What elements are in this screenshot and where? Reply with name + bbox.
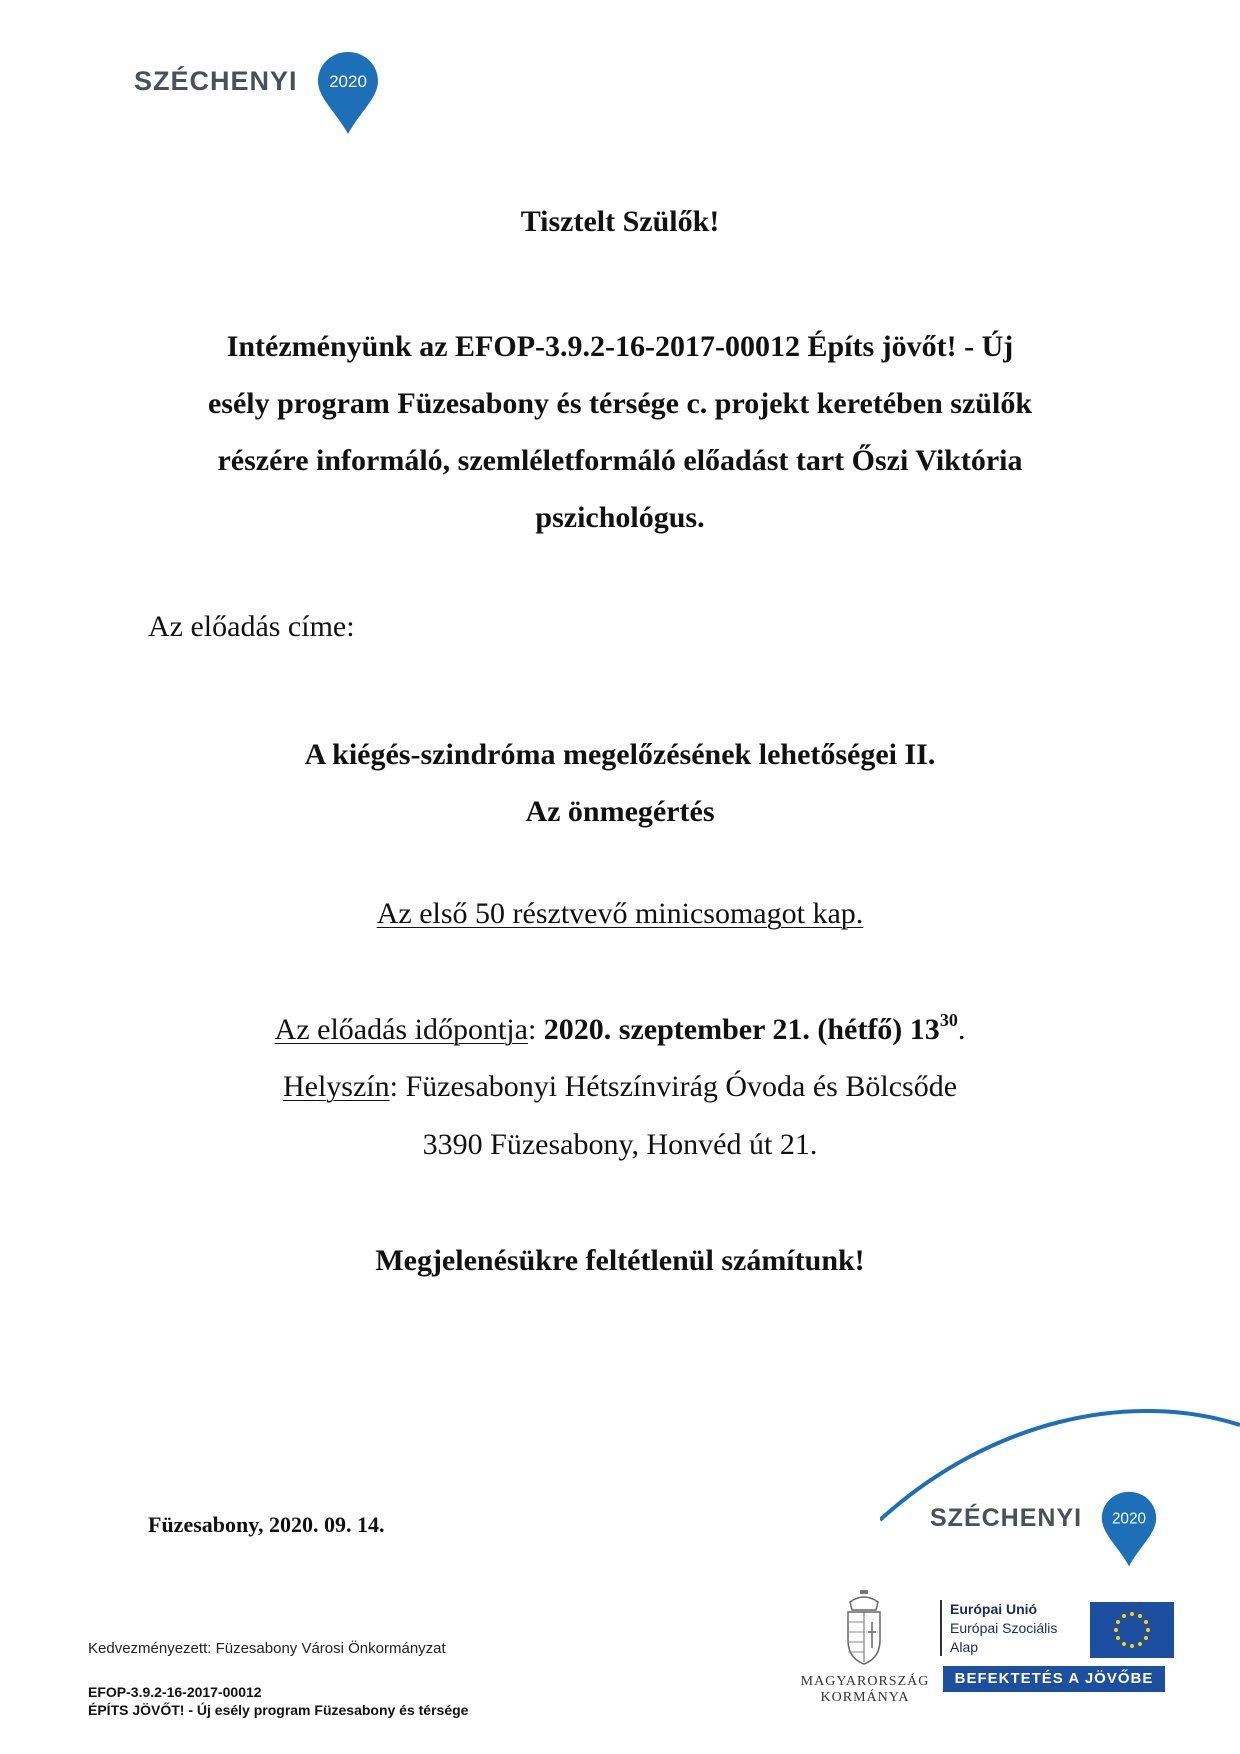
szechenyi-logo-top: [134, 50, 394, 140]
invest-banner: BEFEKTETÉS A JÖVŐBE: [943, 1666, 1165, 1692]
eu-line-alap: Alap: [950, 1639, 979, 1655]
intro-line: esély program Füzesabony és térsége c. projekt keretében szülők: [207, 387, 1033, 420]
map-pin-icon: [316, 50, 380, 136]
map-pin-icon: [1100, 1490, 1158, 1568]
lecture-title: [0, 726, 1240, 840]
venue-label: Helyszín: [282, 1070, 390, 1103]
place-date: Füzesabony, 2020. 09. 14.: [148, 1512, 385, 1537]
eu-line-union: Európai Unió: [950, 1601, 1038, 1617]
gift-note: Az első 50 résztvevő minicsomagot kap.: [376, 897, 864, 930]
eu-label: [950, 1600, 1057, 1657]
project-name: ÉPÍTS JÖVŐT! - Új esély program Füzesabony és térsége: [88, 1702, 469, 1718]
lecture-subtitle-line: Az önmegértés: [525, 795, 715, 828]
eu-divider: [940, 1600, 942, 1656]
lecture-title-label: Az előadás címe:: [148, 610, 355, 643]
schedule-end: .: [957, 1013, 966, 1046]
government-line: KORMÁNYA: [820, 1690, 910, 1705]
logo-year-text: 2020: [1111, 1510, 1147, 1528]
logo-brand-text: SZÉCHENYI: [930, 1504, 1083, 1532]
closing-line: Megjelenésükre feltétlenül számítunk!: [375, 1244, 865, 1277]
venue-address: 3390 Füzesabony, Honvéd út 21.: [422, 1128, 818, 1161]
government-label: [800, 1674, 930, 1706]
schedule-minutes: 30: [939, 1010, 958, 1030]
venue-name: : Füzesabonyi Hétszínvirág Óvoda és Bölcsőde: [389, 1070, 958, 1103]
logo-year-text: 2020: [329, 72, 367, 91]
logo-brand-text: SZÉCHENYI: [134, 66, 298, 96]
coat-of-arms-icon: [840, 1588, 888, 1666]
eu-flag-icon: [1090, 1602, 1174, 1658]
venue-line: [0, 1070, 1240, 1104]
project-code: EFOP-3.9.2-16-2017-00012: [88, 1684, 262, 1700]
intro-line: Intézményünk az EFOP-3.9.2-16-2017-00012 Építs jövőt! - Új: [226, 330, 1014, 363]
intro-line: részére informáló, szemléletformáló előadást tart Őszi Viktória: [217, 444, 1023, 477]
eu-line-fund: Európai Szociális: [950, 1620, 1058, 1636]
schedule-label: Az előadás időpontja: [274, 1013, 528, 1046]
schedule-date: 2020. szeptember 21. (hétfő) 13: [543, 1013, 940, 1046]
beneficiary: Kedvezményezett: Füzesabony Városi Önkormányzat: [88, 1640, 446, 1657]
lecture-title-line: A kiégés-szindróma megelőzésének lehetőségei II.: [304, 738, 936, 771]
intro-paragraph: [0, 318, 1240, 546]
intro-line: pszichológus.: [535, 501, 705, 534]
greeting: Tisztelt Szülők!: [520, 205, 720, 238]
schedule-line: Az előadás időpontja: 2020. szeptember 21. (hétfő) $13^{30}$.: [274, 1010, 966, 1046]
government-line: MAGYARORSZÁG: [800, 1674, 930, 1689]
szechenyi-logo-bottom: [930, 1490, 1170, 1570]
